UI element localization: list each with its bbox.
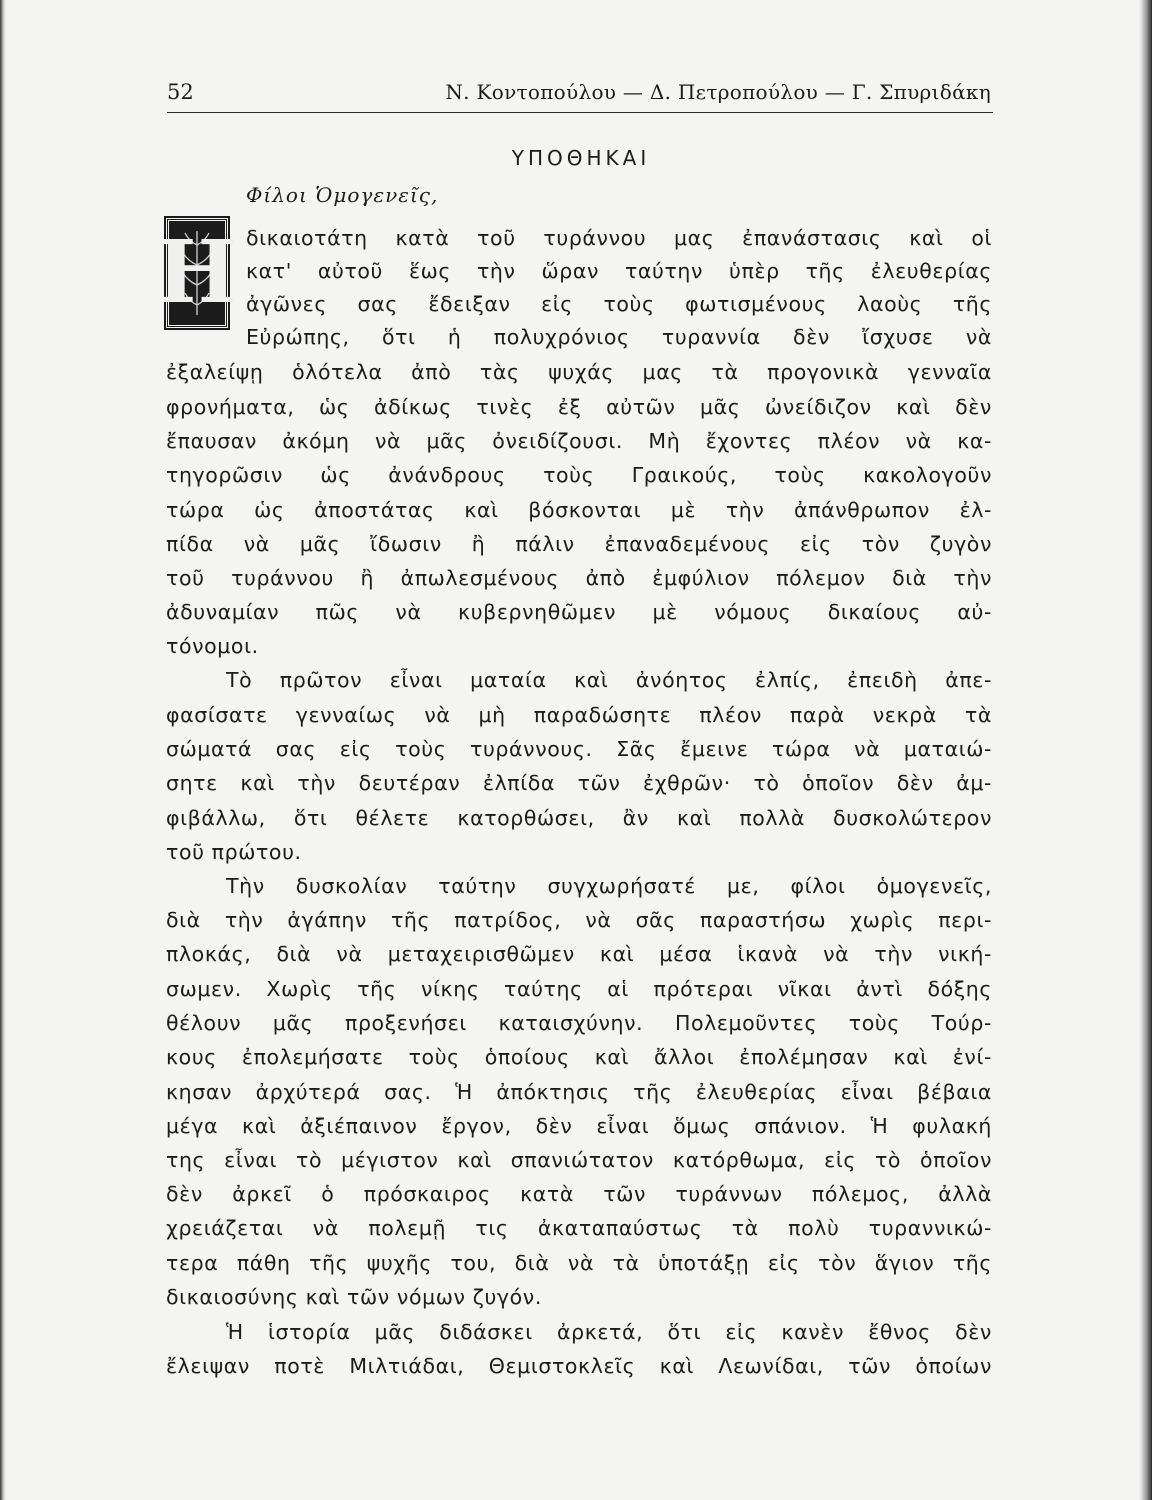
text-line: τοῦ τυράννου ἢ ἀπωλεσμένους ἀπὸ ἐμφύλιον πόλεμον διὰ τὴν — [166, 566, 992, 590]
drop-cap-letter: Η — [156, 222, 238, 323]
text-line: ἀδυναμίαν πῶς νὰ κυβερνηθῶμεν μὲ νόμους δικαίους αὐ- — [166, 600, 992, 624]
text-line: φασίσατε γενναίως νὰ μὴ παραδώσητε πλέον παρὰ νεκρὰ τὰ — [166, 703, 992, 727]
text-line: δικαιοσύνης καὶ τῶν νόμων ζυγόν. — [166, 1285, 542, 1309]
salutation: Φίλοι Ὁμογενεῖς, — [246, 183, 439, 207]
paragraph-first-line: Τὴν δυσκολίαν ταύτην συγχωρήσατέ με, φίλοι ὁμογενεῖς, — [226, 874, 992, 898]
text-line: κους ἐπολεμήσατε τοὺς ὁποίους καὶ ἄλλοι ἐπολέμησαν καὶ ἐνί- — [166, 1045, 992, 1069]
text-line: ἔπαυσαν ἀκόμη νὰ μᾶς ὀνειδίζουσι. Μὴ ἔχοντες πλέον νὰ κα- — [166, 429, 992, 453]
section-title: ΥΠΟΘΗΚΑΙ — [511, 146, 651, 170]
text-line: σώματά σας εἰς τοὺς τυράννους. Σᾶς ἔμεινε τώρα νὰ ματαιώ- — [166, 737, 992, 761]
text-line: κησαν ἀρχύτερά σας. Ἡ ἀπόκτησις τῆς ἐλευθερίας εἶναι βέβαια — [166, 1080, 992, 1104]
page-number: 52 — [167, 80, 194, 104]
text-line: δὲν ἀρκεῖ ὁ πρόσκαιρος κατὰ τῶν τυράννων πόλεμος, ἀλλὰ — [166, 1182, 992, 1206]
text-line: φρονήματα, ὡς ἀδίκως τινὲς ἐξ αὐτῶν μᾶς ὠνείδιζον καὶ δὲν — [166, 395, 992, 419]
text-line: πλοκάς, διὰ νὰ μεταχειρισθῶμεν καὶ μέσα ἱκανὰ νὰ τὴν νική- — [166, 942, 992, 966]
text-line: μέγα καὶ ἀξιέπαινον ἔργον, δὲν εἶναι ὅμως σπάνιον. Ἡ φυλακή — [166, 1114, 992, 1138]
text-line: σωμεν. Χωρὶς τῆς νίκης ταύτης αἱ πρότεραι νῖκαι ἀντὶ δόξης — [166, 977, 992, 1001]
text-line: τόνομοι. — [166, 634, 259, 658]
text-line: τηγορῶσιν ὡς ἀνάνδρους τοὺς Γραικούς, τοὺς κακολογοῦν — [166, 463, 992, 487]
text-line: ἀγῶνες σας ἔδειξαν εἰς τοὺς φωτισμένους λαοὺς τῆς — [246, 292, 992, 316]
running-head — [167, 78, 993, 113]
text-line: σητε καὶ τὴν δευτέραν ἐλπίδα τῶν ἐχθρῶν· τὸ ὁποῖον δὲν ἀμ- — [166, 771, 992, 795]
running-head-authors: Ν. Κοντοπούλου — Δ. Πετροπούλου — Γ. Σπυριδάκη — [445, 80, 991, 104]
text-line: φιβάλλω, ὅτι θέλετε κατορθώσει, ἂν καὶ πολλὰ δυσκολώτερον — [166, 806, 992, 830]
text-line: θέλουν μᾶς προξενήσει καταισχύνην. Πολεμοῦντες τοὺς Τούρ- — [166, 1011, 992, 1035]
text-line: δικαιοτάτη κατὰ τοῦ τυράννου μας ἐπανάστασις καὶ οἱ — [246, 226, 992, 250]
text-line: κατ' αὐτοῦ ἕως τὴν ὥραν ταύτην ὑπὲρ τῆς ἐλευθερίας — [246, 259, 992, 283]
text-line: Εὐρώπης, ὅτι ἡ πολυχρόνιος τυραννία δὲν ἴσχυσε νὰ — [246, 325, 992, 349]
paragraph-first-line: Τὸ πρῶτον εἶναι ματαία καὶ ἀνόητος ἐλπίς, ἐπειδὴ ἀπε- — [226, 668, 992, 692]
text-line: διὰ τὴν ἀγάπην τῆς πατρίδος, νὰ σᾶς παραστήσω χωρὶς περι- — [166, 908, 992, 932]
paragraph-first-line: Ἡ ἱστορία μᾶς διδάσκει ἀρκετά, ὅτι εἰς κανὲν ἔθνος δὲν — [226, 1320, 992, 1344]
text-line: τοῦ πρώτου. — [166, 840, 302, 864]
text-line: της εἶναι τὸ μέγιστον καὶ σπανιώτατον κατόρθωμα, εἰς τὸ ὁποῖον — [166, 1148, 992, 1172]
text-line: χρειάζεται νὰ πολεμῇ τις ἀκαταπαύστως τὰ πολὺ τυραννικώ- — [166, 1216, 992, 1240]
text-line: ἔλειψαν ποτὲ Μιλτιάδαι, Θεμιστοκλεῖς καὶ Λεωνίδαι, τῶν ὁποίων — [166, 1354, 992, 1378]
text-line: πίδα νὰ μᾶς ἴδωσιν ἢ πάλιν ἐπαναδεμένους εἰς τὸν ζυγὸν — [166, 532, 992, 556]
text-line: ἐξαλείψῃ ὁλότελα ἀπὸ τὰς ψυχάς μας τὰ προγονικὰ γενναῖα — [166, 360, 992, 384]
ornamental-drop-cap — [156, 218, 238, 328]
scan-edge-right — [1138, 0, 1152, 1500]
scan-edge-left — [0, 0, 6, 1500]
text-line: τερα πάθη τῆς ψυχῆς του, διὰ νὰ τὰ ὑποτάξῃ εἰς τὸν ἅγιον τῆς — [166, 1251, 992, 1275]
text-line: τώρα ὡς ἀποστάτας καὶ βόσκονται μὲ τὴν ἀπάνθρωπον ἐλ- — [166, 498, 992, 522]
